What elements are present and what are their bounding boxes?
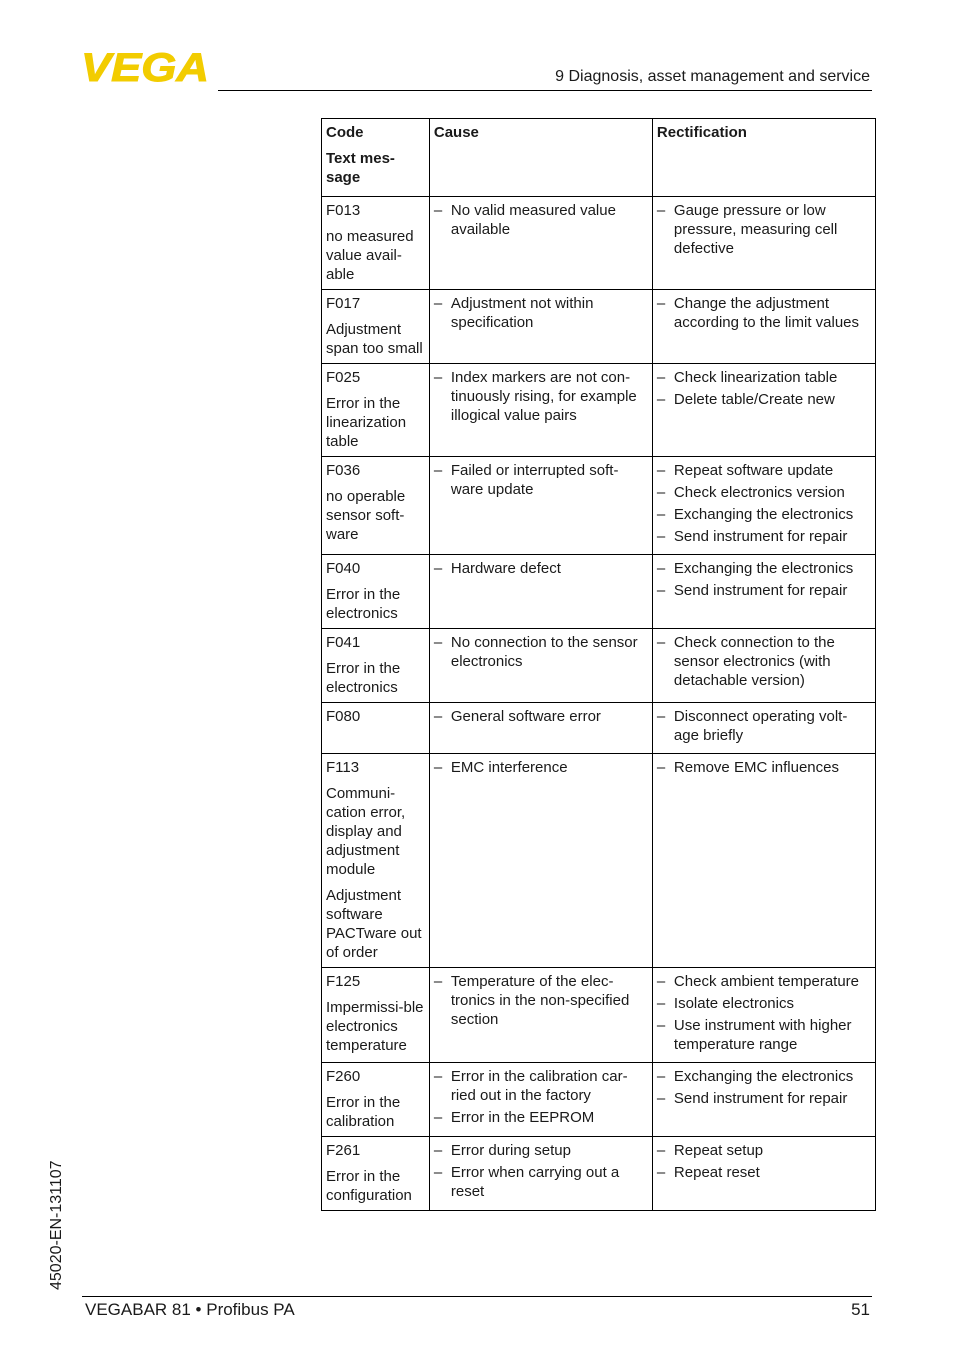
rectification-cell	[652, 968, 875, 1063]
cause-cell	[429, 1063, 652, 1137]
page-number: 51	[851, 1300, 870, 1319]
rectification-cell	[652, 1137, 875, 1211]
rectification-list	[657, 758, 871, 777]
code-cell	[322, 290, 430, 364]
rectification-item: – Check ambient temperature	[657, 972, 871, 991]
code-cell	[322, 197, 430, 290]
rectification-item: – Repeat setup	[657, 1141, 871, 1160]
rectification-list	[657, 201, 871, 258]
table-row	[322, 703, 876, 754]
rectification-list	[657, 972, 871, 1054]
code-cell	[322, 754, 430, 968]
header-text-message: Text mes- sage	[326, 150, 395, 186]
error-code: F017	[326, 295, 361, 312]
cause-cell	[429, 457, 652, 555]
text-message: Error in the electronics	[326, 660, 401, 696]
header-rectification: Rectification	[652, 119, 875, 197]
cause-item: – Failed or interrupted soft-ware update	[434, 461, 648, 499]
text-message: Error in the configuration	[326, 1168, 412, 1204]
cause-list	[434, 707, 648, 726]
error-code: F036	[326, 462, 361, 479]
table-row	[322, 290, 876, 364]
cause-item: – Temperature of the elec-tronics in the non-specified section	[434, 972, 648, 1029]
header-divider	[218, 90, 872, 91]
diagnosis-table	[321, 118, 876, 1211]
text-message: Error in the electronics	[326, 586, 401, 622]
table-row	[322, 629, 876, 703]
error-code: F080	[326, 708, 361, 725]
rectification-cell	[652, 197, 875, 290]
cause-list	[434, 972, 648, 1029]
rectification-item: – Repeat software update	[657, 461, 871, 480]
error-code: F260	[326, 1068, 361, 1085]
cause-item: – General software error	[434, 707, 648, 726]
cause-list	[434, 559, 648, 578]
rectification-item: – Gauge pressure or low pressure, measuring cell defective	[657, 201, 871, 258]
error-code: F113	[326, 759, 360, 776]
cause-cell	[429, 703, 652, 754]
rectification-cell	[652, 290, 875, 364]
rectification-item: – Isolate electronics	[657, 994, 871, 1013]
code-cell	[322, 1063, 430, 1137]
text-message: Impermissi-ble electronics temperature	[326, 999, 424, 1054]
footer-product: VEGABAR 81 • Profibus PA	[85, 1300, 295, 1319]
cause-item: – EMC interference	[434, 758, 648, 777]
vega-logo	[81, 50, 211, 84]
error-code: F261	[326, 1142, 361, 1159]
cause-item: – Error when carrying out a reset	[434, 1163, 648, 1201]
rectification-item: – Check linearization table	[657, 368, 871, 387]
text-message: Error in the calibration	[326, 1094, 401, 1130]
rectification-list	[657, 633, 871, 690]
rectification-cell	[652, 555, 875, 629]
cause-cell	[429, 555, 652, 629]
section-title: 9 Diagnosis, asset management and service	[555, 68, 870, 85]
table-body	[322, 197, 876, 1211]
rectification-list	[657, 1067, 871, 1108]
rectification-cell	[652, 457, 875, 555]
rectification-list	[657, 559, 871, 600]
code-cell	[322, 968, 430, 1063]
rectification-item: – Remove EMC influences	[657, 758, 871, 777]
table-header-row	[322, 119, 876, 197]
code-cell	[322, 703, 430, 754]
rectification-item: – Send instrument for repair	[657, 1089, 871, 1108]
cause-cell	[429, 629, 652, 703]
rectification-item: – Exchanging the electronics	[657, 505, 871, 524]
code-cell	[322, 629, 430, 703]
table-row	[322, 968, 876, 1063]
rectification-cell	[652, 703, 875, 754]
rectification-cell	[652, 629, 875, 703]
cause-cell	[429, 290, 652, 364]
header-code: Code	[326, 124, 364, 141]
code-cell	[322, 457, 430, 555]
rectification-list	[657, 461, 871, 546]
rectification-item: – Repeat reset	[657, 1163, 871, 1182]
cause-list	[434, 1141, 648, 1201]
rectification-list	[657, 368, 871, 409]
cause-cell	[429, 364, 652, 457]
rectification-item: – Exchanging the electronics	[657, 1067, 871, 1086]
rectification-list	[657, 1141, 871, 1182]
cause-list	[434, 201, 648, 239]
rectification-item: – Send instrument for repair	[657, 581, 871, 600]
rectification-item: – Use instrument with higher temperature range	[657, 1016, 871, 1054]
text-message: Adjustment software PACTware out of order	[326, 887, 422, 961]
cause-item: – Index markers are not con-tinuously rising, for example illogical value pairs	[434, 368, 648, 425]
table-row	[322, 197, 876, 290]
cause-list	[434, 368, 648, 425]
cause-item: – Adjustment not within specification	[434, 294, 648, 332]
cause-item: – Error in the EEPROM	[434, 1108, 648, 1127]
table-row	[322, 1137, 876, 1211]
rectification-list	[657, 294, 871, 332]
cause-cell	[429, 754, 652, 968]
rectification-item: – Exchanging the electronics	[657, 559, 871, 578]
cause-item: – Hardware defect	[434, 559, 648, 578]
cause-item: – Error in the calibration car-ried out in the factory	[434, 1067, 648, 1105]
error-code: F041	[326, 634, 361, 651]
rectification-item: – Change the adjustment according to the limit values	[657, 294, 871, 332]
error-code: F125	[326, 973, 361, 990]
rectification-cell	[652, 364, 875, 457]
code-cell	[322, 1137, 430, 1211]
table-row	[322, 457, 876, 555]
cause-item: – No connection to the sensor electronics	[434, 633, 648, 671]
error-code: F025	[326, 369, 361, 386]
table-row	[322, 555, 876, 629]
rectification-item: – Delete table/Create new	[657, 390, 871, 409]
cause-cell	[429, 197, 652, 290]
cause-list	[434, 294, 648, 332]
rectification-list	[657, 707, 871, 745]
text-message: Error in the linearization table	[326, 395, 407, 450]
cause-cell	[429, 968, 652, 1063]
text-message: Communi-cation error, display and adjustment module	[326, 785, 406, 878]
cause-cell	[429, 1137, 652, 1211]
rectification-item: – Check electronics version	[657, 483, 871, 502]
rectification-item: – Disconnect operating volt-age briefly	[657, 707, 871, 745]
table-row	[322, 364, 876, 457]
text-message: no measured value avail-able	[326, 228, 414, 283]
table-row	[322, 754, 876, 968]
error-code: F040	[326, 560, 361, 577]
code-cell	[322, 555, 430, 629]
cause-list	[434, 461, 648, 499]
cause-list	[434, 758, 648, 777]
cause-list	[434, 633, 648, 671]
text-message: no operable sensor soft-ware	[326, 488, 406, 543]
header-code-cell	[322, 119, 430, 197]
footer-divider	[82, 1296, 872, 1297]
rectification-item: – Send instrument for repair	[657, 527, 871, 546]
cause-item: – Error during setup	[434, 1141, 648, 1160]
rectification-cell	[652, 754, 875, 968]
cause-list	[434, 1067, 648, 1127]
logo-text: VEGA	[81, 50, 209, 84]
rectification-cell	[652, 1063, 875, 1137]
error-code: F013	[326, 202, 361, 219]
rectification-item: – Check connection to the sensor electronics (with detachable version)	[657, 633, 871, 690]
document-code: 45020-EN-131107	[48, 1160, 65, 1290]
code-cell	[322, 364, 430, 457]
table-row	[322, 1063, 876, 1137]
cause-item: – No valid measured value available	[434, 201, 648, 239]
header-cause: Cause	[429, 119, 652, 197]
text-message: Adjustment span too small	[326, 321, 423, 357]
